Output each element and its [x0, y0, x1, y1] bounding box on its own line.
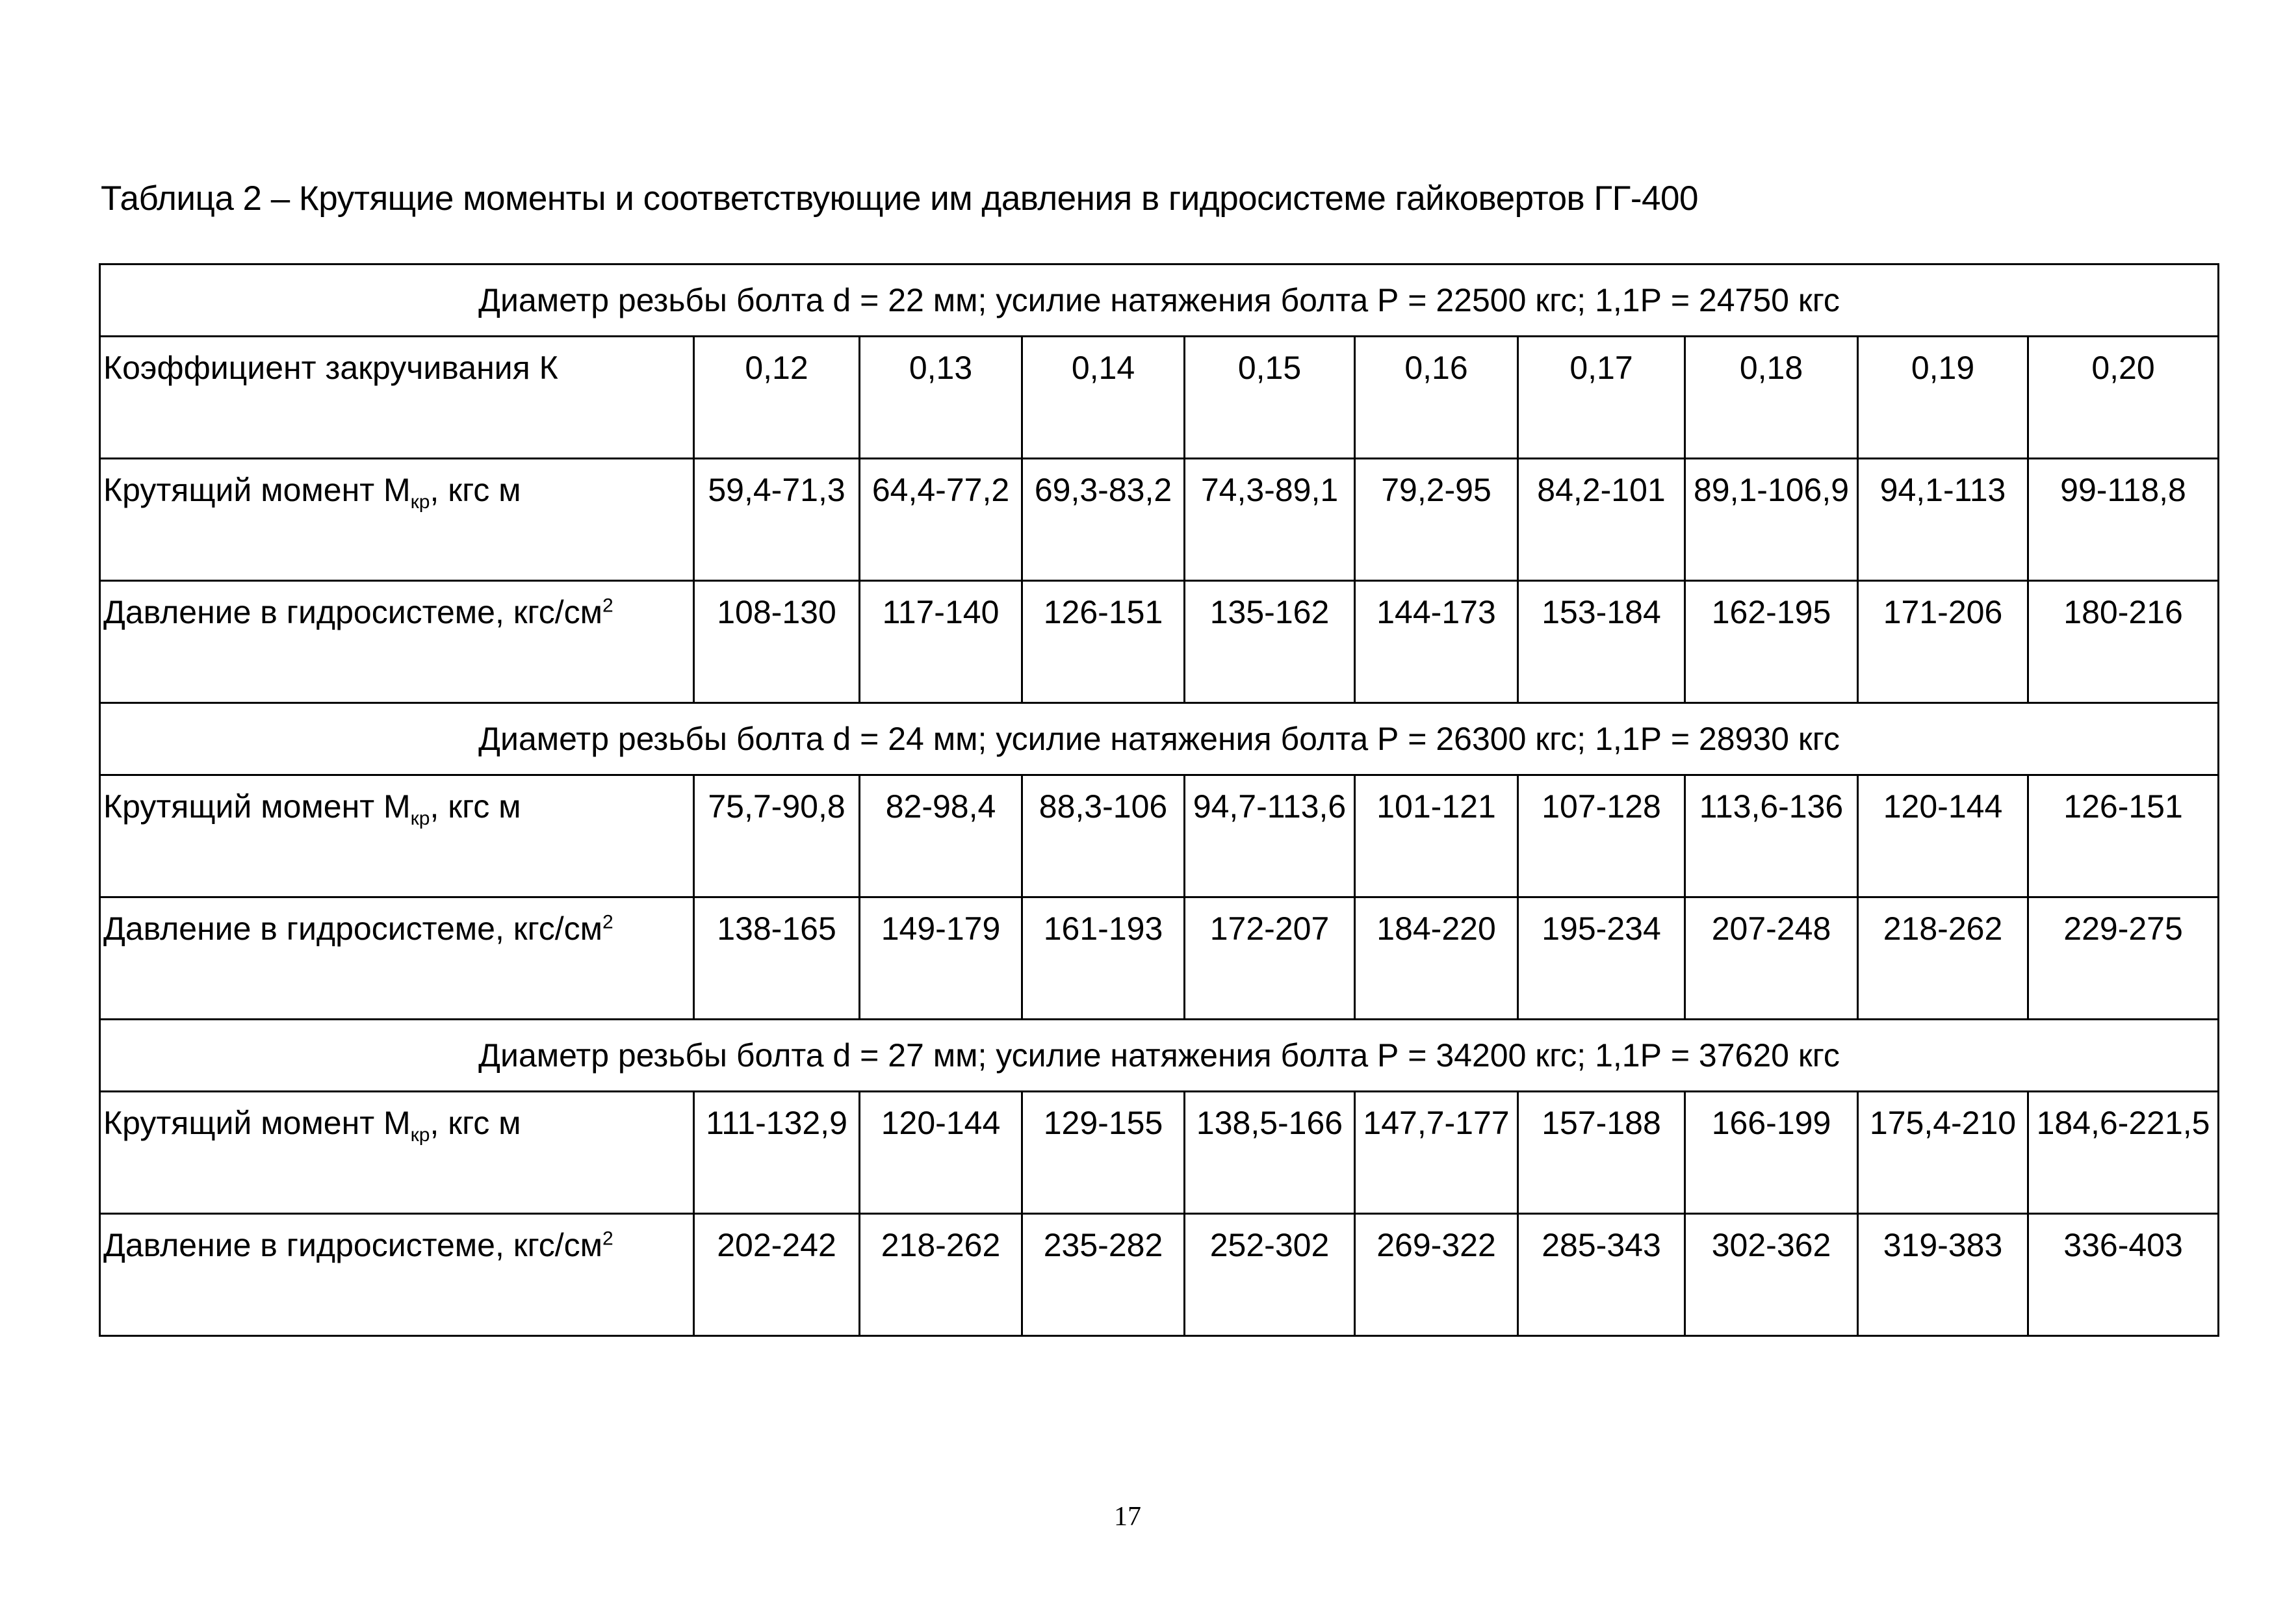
coef-cell: 0,16 [1355, 337, 1518, 459]
torque-cell: 94,7-113,6 [1185, 775, 1355, 897]
torque-cell: 69,3-83,2 [1022, 459, 1185, 581]
torque-label-text: Крутящий момент М [103, 788, 411, 825]
torque-pressure-table [99, 263, 2219, 1337]
pressure-cell: 172-207 [1185, 897, 1355, 1020]
torque-cell: 88,3-106 [1022, 775, 1185, 897]
coef-cell: 0,18 [1685, 337, 1858, 459]
torque-cell: 138,5-166 [1185, 1092, 1355, 1214]
pressure-label-text: Давление в гидросистеме, кгс/см [103, 1227, 603, 1263]
pressure-cell: 180-216 [2028, 581, 2219, 703]
pressure-cell: 202-242 [694, 1214, 860, 1336]
section-header-row [100, 1020, 2219, 1092]
pressure-cell: 144-173 [1355, 581, 1518, 703]
pressure-cell: 108-130 [694, 581, 860, 703]
pressure-cell: 285-343 [1518, 1214, 1685, 1336]
torque-label-subscript: кр [410, 808, 430, 829]
torque-label-unit: , кгс м [430, 788, 521, 825]
torque-label-unit: , кгс м [430, 472, 521, 508]
torque-cell: 107-128 [1518, 775, 1685, 897]
section-header-row [100, 703, 2219, 775]
pressure-cell: 161-193 [1022, 897, 1185, 1020]
coefficient-row [100, 337, 2219, 459]
pressure-cell: 319-383 [1858, 1214, 2028, 1336]
coef-cell: 0,19 [1858, 337, 2028, 459]
pressure-cell: 153-184 [1518, 581, 1685, 703]
pressure-cell: 302-362 [1685, 1214, 1858, 1336]
torque-cell: 94,1-113 [1858, 459, 2028, 581]
pressure-row-label [100, 581, 694, 703]
torque-cell: 64,4-77,2 [860, 459, 1022, 581]
section-header: Диаметр резьбы болта d = 24 мм; усилие натяжения болта Р = 26300 кгс; 1,1Р = 28930 кгс [100, 703, 2219, 775]
pressure-label-text: Давление в гидросистеме, кгс/см [103, 910, 603, 947]
coef-cell: 0,15 [1185, 337, 1355, 459]
torque-cell: 126-151 [2028, 775, 2219, 897]
torque-cell: 99-118,8 [2028, 459, 2219, 581]
torque-cell: 147,7-177 [1355, 1092, 1518, 1214]
torque-cell: 111-132,9 [694, 1092, 860, 1214]
pressure-cell: 252-302 [1185, 1214, 1355, 1336]
coef-cell: 0,20 [2028, 337, 2219, 459]
section-header: Диаметр резьбы болта d = 22 мм; усилие натяжения болта Р = 22500 кгс; 1,1Р = 24750 кгс [100, 264, 2219, 337]
pressure-cell: 184-220 [1355, 897, 1518, 1020]
torque-cell: 157-188 [1518, 1092, 1685, 1214]
torque-cell: 166-199 [1685, 1092, 1858, 1214]
pressure-cell: 336-403 [2028, 1214, 2219, 1336]
coef-cell: 0,14 [1022, 337, 1185, 459]
pressure-cell: 269-322 [1355, 1214, 1518, 1336]
torque-row-label [100, 459, 694, 581]
pressure-cell: 207-248 [1685, 897, 1858, 1020]
torque-cell: 101-121 [1355, 775, 1518, 897]
torque-cell: 89,1-106,9 [1685, 459, 1858, 581]
section-header: Диаметр резьбы болта d = 27 мм; усилие натяжения болта Р = 34200 кгс; 1,1Р = 37620 кгс [100, 1020, 2219, 1092]
torque-cell: 113,6-136 [1685, 775, 1858, 897]
pressure-cell: 135-162 [1185, 581, 1355, 703]
torque-row-label [100, 1092, 694, 1214]
pressure-label-superscript: 2 [602, 595, 613, 617]
torque-label-subscript: кр [410, 491, 430, 513]
torque-cell: 79,2-95 [1355, 459, 1518, 581]
torque-row [100, 1092, 2219, 1214]
pressure-cell: 126-151 [1022, 581, 1185, 703]
section-header-row [100, 264, 2219, 337]
torque-cell: 74,3-89,1 [1185, 459, 1355, 581]
pressure-label-superscript: 2 [602, 1228, 613, 1250]
pressure-row [100, 581, 2219, 703]
coef-cell: 0,13 [860, 337, 1022, 459]
pressure-cell: 229-275 [2028, 897, 2219, 1020]
torque-label-unit: , кгс м [430, 1105, 521, 1141]
page-number: 17 [1114, 1502, 1141, 1532]
coef-cell: 0,17 [1518, 337, 1685, 459]
torque-cell: 75,7-90,8 [694, 775, 860, 897]
pressure-label-text: Давление в гидросистеме, кгс/см [103, 594, 603, 630]
torque-row [100, 459, 2219, 581]
torque-cell: 120-144 [1858, 775, 2028, 897]
pressure-cell: 195-234 [1518, 897, 1685, 1020]
torque-label-subscript: кр [410, 1124, 430, 1146]
pressure-cell: 138-165 [694, 897, 860, 1020]
torque-cell: 129-155 [1022, 1092, 1185, 1214]
pressure-cell: 162-195 [1685, 581, 1858, 703]
coef-cell: 0,12 [694, 337, 860, 459]
torque-label-text: Крутящий момент М [103, 472, 411, 508]
coef-row-label: Коэффициент закручивания К [100, 337, 694, 459]
torque-label-text: Крутящий момент М [103, 1105, 411, 1141]
pressure-cell: 171-206 [1858, 581, 2028, 703]
pressure-row-label [100, 1214, 694, 1336]
torque-row [100, 775, 2219, 897]
torque-cell: 84,2-101 [1518, 459, 1685, 581]
table-caption: Таблица 2 – Крутящие моменты и соответствующие им давления в гидросистеме гайковертов ГГ-400 [101, 179, 1698, 218]
torque-cell: 175,4-210 [1858, 1092, 2028, 1214]
pressure-cell: 218-262 [860, 1214, 1022, 1336]
pressure-cell: 235-282 [1022, 1214, 1185, 1336]
pressure-cell: 117-140 [860, 581, 1022, 703]
torque-cell: 59,4-71,3 [694, 459, 860, 581]
pressure-row-label [100, 897, 694, 1020]
pressure-cell: 218-262 [1858, 897, 2028, 1020]
torque-cell: 184,6-221,5 [2028, 1092, 2219, 1214]
torque-row-label [100, 775, 694, 897]
pressure-cell: 149-179 [860, 897, 1022, 1020]
pressure-label-superscript: 2 [602, 911, 613, 933]
pressure-row [100, 1214, 2219, 1336]
torque-cell: 82-98,4 [860, 775, 1022, 897]
torque-cell: 120-144 [860, 1092, 1022, 1214]
pressure-row [100, 897, 2219, 1020]
